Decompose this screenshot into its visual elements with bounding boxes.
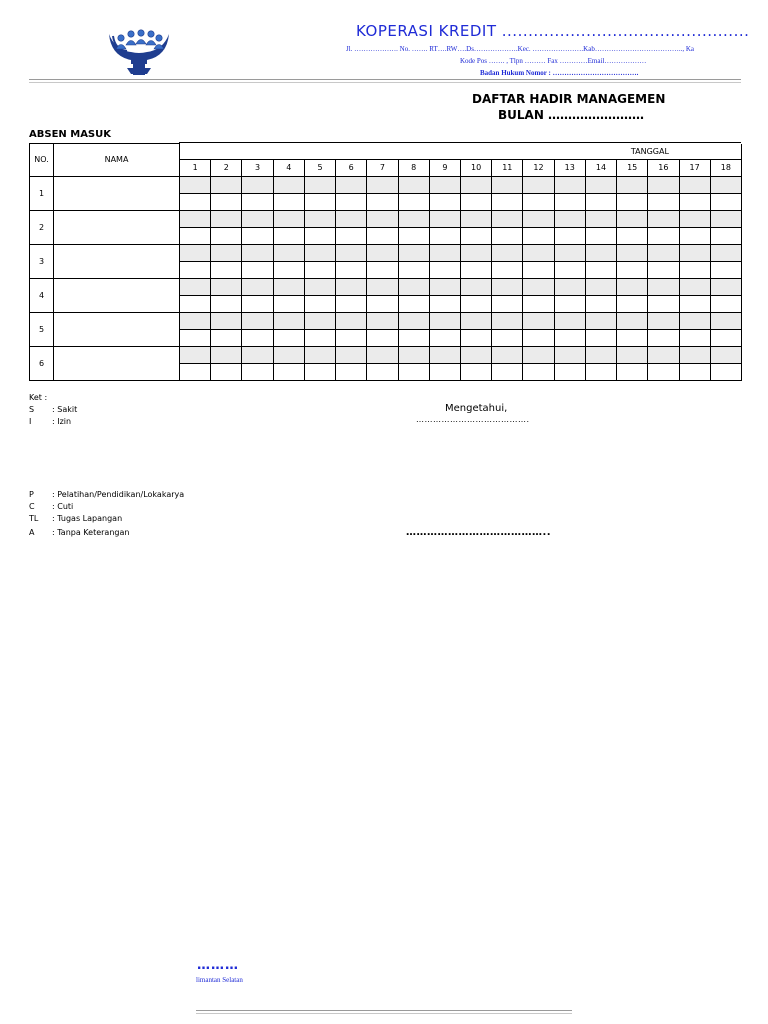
attendance-cell[interactable] [367, 363, 398, 380]
legend-item [29, 417, 71, 426]
attendance-cell[interactable] [273, 346, 304, 363]
attendance-cell[interactable] [648, 193, 679, 210]
attendance-cell[interactable] [429, 363, 460, 380]
attendance-cell[interactable] [523, 295, 554, 312]
attendance-cell[interactable] [429, 278, 460, 295]
attendance-cell[interactable] [336, 278, 367, 295]
signature-position-placeholder: …………………………………. [416, 415, 530, 424]
attendance-cell[interactable] [367, 261, 398, 278]
attendance-cell[interactable] [304, 363, 335, 380]
attendance-cell[interactable] [679, 346, 710, 363]
attendance-cell[interactable] [523, 227, 554, 244]
attendance-cell[interactable] [398, 227, 429, 244]
date-header-cell: 15 [617, 159, 648, 176]
attendance-cell[interactable] [492, 278, 523, 295]
attendance-cell[interactable] [180, 193, 211, 210]
table-row [30, 346, 742, 363]
attendance-cell[interactable] [648, 278, 679, 295]
attendance-cell[interactable] [242, 295, 273, 312]
attendance-cell[interactable] [367, 312, 398, 329]
row-number: 2 [30, 210, 54, 244]
cooperative-logo-icon [103, 24, 175, 76]
attendance-cell[interactable] [585, 227, 616, 244]
document-title: DAFTAR HADIR MANAGEMEN [472, 92, 666, 106]
attendance-cell[interactable] [554, 193, 585, 210]
attendance-cell[interactable] [679, 244, 710, 261]
name-cell[interactable] [54, 346, 180, 380]
attendance-cell[interactable] [336, 295, 367, 312]
legend-item [29, 502, 73, 511]
attendance-cell[interactable] [429, 346, 460, 363]
section-label: ABSEN MASUK [29, 129, 112, 140]
attendance-cell[interactable] [211, 312, 242, 329]
attendance-cell[interactable] [523, 278, 554, 295]
signature-name-placeholder: ………………………………….. [406, 527, 552, 538]
column-header-no: NO. [30, 144, 54, 177]
attendance-cell[interactable] [617, 261, 648, 278]
attendance-cell[interactable] [273, 210, 304, 227]
legend-desc: : Sakit [52, 405, 78, 414]
column-header-nama: NAMA [54, 144, 180, 177]
legend-code: P [29, 490, 34, 499]
attendance-cell[interactable] [336, 312, 367, 329]
legend-item [29, 405, 77, 414]
footer-divider-secondary [196, 1013, 572, 1014]
attendance-cell[interactable] [554, 278, 585, 295]
footer-location: limantan Selatan [196, 976, 243, 984]
attendance-cell[interactable] [242, 176, 273, 193]
legend-code: C [29, 502, 35, 511]
attendance-cell[interactable] [710, 329, 741, 346]
attendance-cell[interactable] [367, 295, 398, 312]
attendance-cell[interactable] [648, 363, 679, 380]
attendance-cell[interactable] [585, 295, 616, 312]
table-row [30, 210, 742, 227]
date-header-cell: 3 [242, 159, 273, 176]
attendance-cell[interactable] [585, 176, 616, 193]
attendance-cell[interactable] [648, 210, 679, 227]
attendance-cell[interactable] [460, 329, 491, 346]
acknowledged-label: Mengetahui, [445, 403, 508, 414]
attendance-cell[interactable] [304, 312, 335, 329]
attendance-cell[interactable] [460, 363, 491, 380]
table-row [30, 176, 742, 193]
attendance-cell[interactable] [304, 346, 335, 363]
attendance-cell[interactable] [460, 176, 491, 193]
attendance-cell[interactable] [180, 261, 211, 278]
attendance-cell[interactable] [211, 278, 242, 295]
attendance-cell[interactable] [180, 363, 211, 380]
attendance-cell[interactable] [554, 363, 585, 380]
date-header-cell: 9 [429, 159, 460, 176]
attendance-cell[interactable] [710, 295, 741, 312]
attendance-cell[interactable] [180, 312, 211, 329]
attendance-cell[interactable] [617, 363, 648, 380]
name-cell[interactable] [54, 244, 180, 278]
attendance-cell[interactable] [242, 278, 273, 295]
attendance-cell[interactable] [554, 295, 585, 312]
attendance-cell[interactable] [523, 193, 554, 210]
attendance-cell[interactable] [710, 278, 741, 295]
attendance-cell[interactable] [492, 312, 523, 329]
attendance-cell[interactable] [304, 244, 335, 261]
attendance-cell[interactable] [211, 193, 242, 210]
attendance-cell[interactable] [242, 329, 273, 346]
attendance-cell[interactable] [710, 176, 741, 193]
attendance-cell[interactable] [617, 227, 648, 244]
attendance-cell[interactable] [398, 244, 429, 261]
attendance-cell[interactable] [492, 329, 523, 346]
attendance-cell[interactable] [679, 176, 710, 193]
attendance-cell[interactable] [710, 244, 741, 261]
attendance-cell[interactable] [460, 278, 491, 295]
attendance-cell[interactable] [398, 176, 429, 193]
date-header-cell: 2 [211, 159, 242, 176]
attendance-cell[interactable] [242, 244, 273, 261]
date-header-cell: 4 [273, 159, 304, 176]
attendance-cell[interactable] [273, 278, 304, 295]
attendance-cell[interactable] [180, 176, 211, 193]
legend-code: S [29, 405, 35, 414]
attendance-cell[interactable] [273, 193, 304, 210]
date-header-cell: 14 [585, 159, 616, 176]
attendance-cell[interactable] [523, 329, 554, 346]
date-header-cell: 17 [679, 159, 710, 176]
legend-code: I [29, 417, 32, 426]
attendance-cell[interactable] [710, 193, 741, 210]
attendance-cell[interactable] [492, 346, 523, 363]
date-header-cell: 1 [180, 159, 211, 176]
legend-desc: : Tanpa Keterangan [52, 528, 130, 537]
attendance-cell[interactable] [211, 346, 242, 363]
header-divider-secondary [29, 82, 741, 83]
attendance-cell[interactable] [367, 244, 398, 261]
attendance-cell[interactable] [523, 261, 554, 278]
attendance-cell[interactable] [242, 227, 273, 244]
date-header-cell: 16 [648, 159, 679, 176]
attendance-cell[interactable] [648, 312, 679, 329]
attendance-cell[interactable] [242, 312, 273, 329]
attendance-cell[interactable] [492, 295, 523, 312]
attendance-cell[interactable] [554, 329, 585, 346]
attendance-cell[interactable] [679, 193, 710, 210]
attendance-cell[interactable] [523, 346, 554, 363]
attendance-cell[interactable] [679, 329, 710, 346]
attendance-cell[interactable] [554, 261, 585, 278]
attendance-cell[interactable] [648, 176, 679, 193]
date-header-cell: 13 [554, 159, 585, 176]
attendance-cell[interactable] [617, 210, 648, 227]
legend-desc: : Izin [52, 417, 72, 426]
attendance-cell[interactable] [398, 346, 429, 363]
attendance-cell[interactable] [336, 363, 367, 380]
attendance-cell[interactable] [460, 312, 491, 329]
attendance-cell[interactable] [336, 329, 367, 346]
attendance-cell[interactable] [336, 261, 367, 278]
attendance-cell[interactable] [554, 227, 585, 244]
attendance-cell[interactable] [398, 278, 429, 295]
attendance-cell[interactable] [679, 261, 710, 278]
attendance-cell[interactable] [429, 176, 460, 193]
attendance-cell[interactable] [679, 363, 710, 380]
attendance-cell[interactable] [242, 346, 273, 363]
attendance-cell[interactable] [617, 295, 648, 312]
attendance-cell[interactable] [242, 193, 273, 210]
attendance-cell[interactable] [398, 261, 429, 278]
attendance-cell[interactable] [367, 227, 398, 244]
attendance-cell[interactable] [523, 244, 554, 261]
attendance-cell[interactable] [460, 295, 491, 312]
attendance-cell[interactable] [648, 346, 679, 363]
attendance-cell[interactable] [180, 329, 211, 346]
date-header-cell: 10 [460, 159, 491, 176]
attendance-cell[interactable] [492, 261, 523, 278]
name-cell[interactable] [54, 210, 180, 244]
attendance-cell[interactable] [367, 176, 398, 193]
attendance-cell[interactable] [710, 346, 741, 363]
attendance-cell[interactable] [679, 295, 710, 312]
attendance-cell[interactable] [617, 346, 648, 363]
row-number: 5 [30, 312, 54, 346]
attendance-cell[interactable] [710, 363, 741, 380]
date-header-cell: 6 [336, 159, 367, 176]
attendance-cell[interactable] [367, 193, 398, 210]
legend-item [29, 528, 129, 537]
address-line-2: Kode Pos ……. , Tlpn ……… Fax …………Email……………… [460, 57, 647, 65]
attendance-cell[interactable] [460, 346, 491, 363]
attendance-cell[interactable] [180, 346, 211, 363]
name-cell[interactable] [54, 278, 180, 312]
attendance-cell[interactable] [648, 329, 679, 346]
attendance-cell[interactable] [336, 176, 367, 193]
table-row [30, 278, 742, 295]
attendance-cell[interactable] [554, 244, 585, 261]
attendance-cell[interactable] [180, 227, 211, 244]
date-header-cell: 11 [492, 159, 523, 176]
attendance-cell[interactable] [648, 295, 679, 312]
attendance-cell[interactable] [460, 193, 491, 210]
attendance-cell[interactable] [336, 227, 367, 244]
attendance-cell[interactable] [304, 193, 335, 210]
attendance-cell[interactable] [492, 244, 523, 261]
attendance-cell[interactable] [398, 363, 429, 380]
attendance-cell[interactable] [398, 193, 429, 210]
attendance-cell[interactable] [679, 210, 710, 227]
attendance-cell[interactable] [304, 295, 335, 312]
organization-name: KOPERASI KREDIT ............................................... [356, 22, 750, 40]
date-header-cell: 5 [304, 159, 335, 176]
name-cell[interactable] [54, 176, 180, 210]
attendance-cell[interactable] [710, 227, 741, 244]
attendance-cell[interactable] [429, 312, 460, 329]
row-number: 4 [30, 278, 54, 312]
attendance-cell[interactable] [554, 176, 585, 193]
attendance-cell[interactable] [460, 261, 491, 278]
attendance-cell[interactable] [648, 244, 679, 261]
legend-title: Ket : [29, 393, 48, 402]
attendance-cell[interactable] [554, 312, 585, 329]
attendance-cell[interactable] [211, 329, 242, 346]
attendance-cell[interactable] [211, 295, 242, 312]
attendance-cell[interactable] [617, 329, 648, 346]
attendance-cell[interactable] [585, 244, 616, 261]
attendance-cell[interactable] [585, 261, 616, 278]
attendance-cell[interactable] [242, 363, 273, 380]
attendance-cell[interactable] [429, 261, 460, 278]
attendance-cell[interactable] [585, 278, 616, 295]
attendance-cell[interactable] [336, 244, 367, 261]
legend-code: TL [29, 514, 39, 523]
attendance-cell[interactable] [648, 227, 679, 244]
address-line-1: Jl. ………………. No. ……. RT….RW….Ds……………….Kec. ………………….Kab……………………………….., Ka [346, 45, 695, 53]
attendance-cell[interactable] [429, 227, 460, 244]
attendance-cell[interactable] [492, 176, 523, 193]
attendance-cell[interactable] [492, 210, 523, 227]
attendance-cell[interactable] [617, 193, 648, 210]
attendance-cell[interactable] [492, 227, 523, 244]
attendance-cell[interactable] [492, 363, 523, 380]
attendance-cell[interactable] [180, 210, 211, 227]
attendance-cell[interactable] [429, 210, 460, 227]
attendance-cell[interactable] [273, 312, 304, 329]
attendance-cell[interactable] [211, 244, 242, 261]
attendance-cell[interactable] [460, 210, 491, 227]
attendance-cell[interactable] [460, 244, 491, 261]
row-number: 6 [30, 346, 54, 380]
attendance-cell[interactable] [617, 312, 648, 329]
attendance-cell[interactable] [367, 210, 398, 227]
attendance-cell[interactable] [679, 278, 710, 295]
attendance-cell[interactable] [523, 312, 554, 329]
footer-dots: ……… [197, 958, 239, 973]
attendance-cell[interactable] [211, 227, 242, 244]
date-header-cell: 18 [710, 159, 741, 176]
attendance-cell[interactable] [273, 176, 304, 193]
attendance-cell[interactable] [304, 261, 335, 278]
attendance-cell[interactable] [398, 329, 429, 346]
attendance-cell[interactable] [273, 261, 304, 278]
attendance-cell[interactable] [523, 363, 554, 380]
legend-desc: : Tugas Lapangan [52, 514, 123, 523]
attendance-cell[interactable] [304, 278, 335, 295]
attendance-cell[interactable] [429, 295, 460, 312]
attendance-cell[interactable] [554, 346, 585, 363]
legend-desc: : Pelatihan/Pendidikan/Lokakarya [52, 490, 185, 499]
legend-item [29, 514, 122, 523]
attendance-cell[interactable] [710, 312, 741, 329]
date-header-cell: 8 [398, 159, 429, 176]
attendance-cell[interactable] [273, 329, 304, 346]
attendance-cell[interactable] [460, 227, 491, 244]
attendance-cell[interactable] [242, 210, 273, 227]
attendance-cell[interactable] [273, 227, 304, 244]
attendance-cell[interactable] [429, 329, 460, 346]
attendance-cell[interactable] [242, 261, 273, 278]
header-divider [29, 79, 741, 80]
attendance-cell[interactable] [180, 278, 211, 295]
attendance-cell[interactable] [367, 278, 398, 295]
table-row [30, 312, 742, 329]
attendance-cell[interactable] [336, 193, 367, 210]
attendance-cell[interactable] [679, 312, 710, 329]
attendance-cell[interactable] [523, 176, 554, 193]
attendance-cell[interactable] [648, 261, 679, 278]
attendance-cell[interactable] [180, 295, 211, 312]
attendance-cell[interactable] [180, 244, 211, 261]
attendance-table [29, 143, 742, 381]
column-header-tanggal: TANGGAL [180, 144, 742, 160]
attendance-cell[interactable] [304, 176, 335, 193]
attendance-cell[interactable] [336, 210, 367, 227]
footer-divider [196, 1010, 572, 1011]
legal-entity-number: Badan Hukum Nomor : ………………………………. [480, 69, 639, 77]
date-header-cell: 12 [523, 159, 554, 176]
attendance-cell[interactable] [585, 329, 616, 346]
attendance-cell[interactable] [273, 363, 304, 380]
attendance-cell[interactable] [304, 329, 335, 346]
attendance-cell[interactable] [398, 312, 429, 329]
attendance-cell[interactable] [304, 210, 335, 227]
legend-item [29, 490, 184, 499]
attendance-cell[interactable] [554, 210, 585, 227]
row-number: 1 [30, 176, 54, 210]
attendance-cell[interactable] [617, 244, 648, 261]
table-header-row [30, 144, 742, 160]
name-cell[interactable] [54, 312, 180, 346]
attendance-cell[interactable] [710, 210, 741, 227]
attendance-cell[interactable] [523, 210, 554, 227]
attendance-cell[interactable] [211, 176, 242, 193]
attendance-cell[interactable] [492, 193, 523, 210]
attendance-cell[interactable] [211, 210, 242, 227]
attendance-cell[interactable] [585, 346, 616, 363]
row-number: 3 [30, 244, 54, 278]
attendance-cell[interactable] [367, 329, 398, 346]
table-row [30, 244, 742, 261]
attendance-cell[interactable] [398, 295, 429, 312]
attendance-cell[interactable] [710, 261, 741, 278]
attendance-cell[interactable] [585, 363, 616, 380]
attendance-cell[interactable] [679, 227, 710, 244]
attendance-cell[interactable] [367, 346, 398, 363]
document-subtitle-month: BULAN …………………… [498, 108, 645, 122]
attendance-cell[interactable] [398, 210, 429, 227]
attendance-cell[interactable] [211, 261, 242, 278]
attendance-cell[interactable] [273, 295, 304, 312]
attendance-cell[interactable] [429, 244, 460, 261]
attendance-cell[interactable] [336, 346, 367, 363]
attendance-cell[interactable] [617, 278, 648, 295]
attendance-cell[interactable] [585, 312, 616, 329]
attendance-cell[interactable] [429, 193, 460, 210]
attendance-cell[interactable] [585, 210, 616, 227]
attendance-cell[interactable] [304, 227, 335, 244]
attendance-cell[interactable] [585, 193, 616, 210]
legend-desc: : Cuti [52, 502, 74, 511]
attendance-cell[interactable] [617, 176, 648, 193]
attendance-cell[interactable] [273, 244, 304, 261]
legend-code: A [29, 528, 35, 537]
attendance-cell[interactable] [211, 363, 242, 380]
date-header-cell: 7 [367, 159, 398, 176]
